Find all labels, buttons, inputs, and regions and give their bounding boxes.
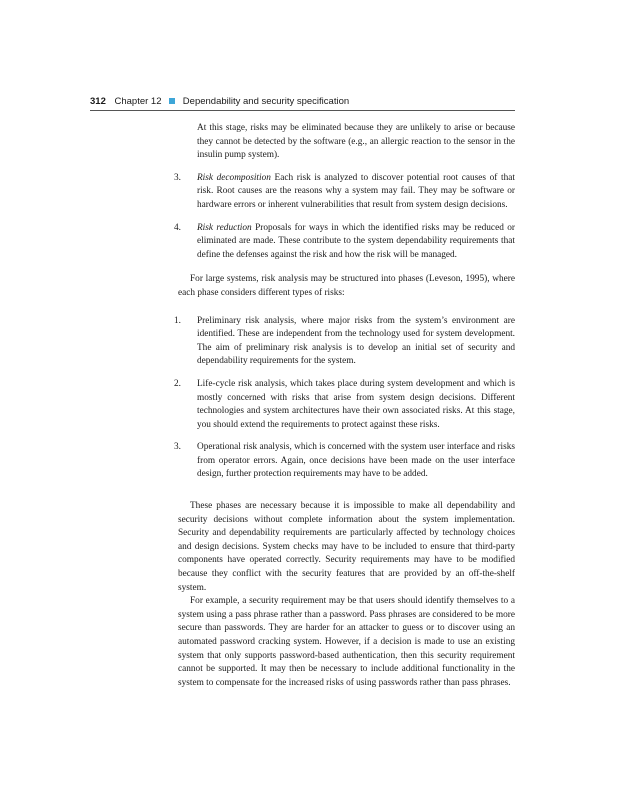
step-text: Proposals for ways in which the identified risks may be reduced or eliminated are made. These contribute to the system dependability requirements that define the defenses against the risk and how the risk will be managed.: [197, 222, 515, 260]
body-paragraph: These phases are necessary because it is impossible to make all dependability and security decisions without complete information about the system implementation. Security and dependability requirements are particularly affected by technology choices and design decisions. System checks may have to be included to ensure that third-party components have operated correctly. Security requirements may have to be modified because they conflict with the security features that are provided by an off-the-shelf system.: [178, 501, 515, 593]
list-item: [174, 172, 515, 213]
risk-phases-list: [0, 315, 618, 483]
phase-text: Operational risk analysis, which is concerned with the system user interface and risks from operator errors. Again, once decisions have been made on the user interface design, further protection requirements may have to be added.: [197, 442, 515, 480]
list-number: 3.: [174, 172, 181, 183]
list-number: 4.: [174, 222, 181, 233]
risk-steps-list: [0, 172, 618, 263]
chapter-title: Dependability and security specification: [182, 96, 350, 107]
list-item: [174, 441, 515, 482]
phase-text: Life-cycle risk analysis, which takes place during system development and which is mostly concerned with risks that arise from system design decisions. Different technologies and system architectures have their own associated risks. At this stage, you should extend the requirements to protect against these risks.: [197, 378, 515, 430]
step-term: Risk reduction: [197, 222, 252, 233]
list-item: [174, 222, 515, 263]
step-term: Risk decomposition: [197, 172, 271, 183]
intro-paragraph: For large systems, risk analysis may be structured into phases (Leveson, 1995), where each phase considers different types of risks:: [178, 274, 515, 298]
list-number: 2.: [174, 378, 181, 389]
list-number: 1.: [174, 315, 181, 326]
body-paragraph: For example, a security requirement may be that users should identify themselves to a system using a pass phrase rather than a password. Pass phrases are considered to be more secure than passwords. They are harder for an attacker to guess or to discover using an automated password cracking system. However, if a decision is made to use an existing system that only supports password-based authentication, then this security requirement cannot be supported. It may then be necessary to include additional functionality in the system to compensate for the increased risks of using passwords rather than pass phrases.: [178, 596, 515, 688]
list-item: [174, 378, 515, 432]
page-body: [0, 122, 618, 690]
list-item: [174, 315, 515, 369]
page-number: 312: [90, 96, 106, 107]
step-text: Each risk is analyzed to discover potential root causes of that risk. Root causes are the reasons why a system may fail. They may be software or hardware errors or inherent vulnerabilities that result from system design decisions.: [197, 172, 515, 210]
chapter-label: Chapter 12: [114, 96, 162, 107]
phase-text: Preliminary risk analysis, where major risks from the system’s environment are identified. These are independent from the technology used for system development. The aim of preliminary risk analysis is to develop an initial set of security and dependability requirements for the system.: [197, 315, 515, 367]
running-header: [90, 95, 515, 111]
continuation-paragraph: At this stage, risks may be eliminated because they are unlikely to arise or because they cannot be detected by the software (e.g., an allergic reaction to the sensor in the insulin pump system).: [197, 123, 515, 161]
list-number: 3.: [174, 442, 181, 453]
square-bullet-icon: [169, 98, 175, 104]
